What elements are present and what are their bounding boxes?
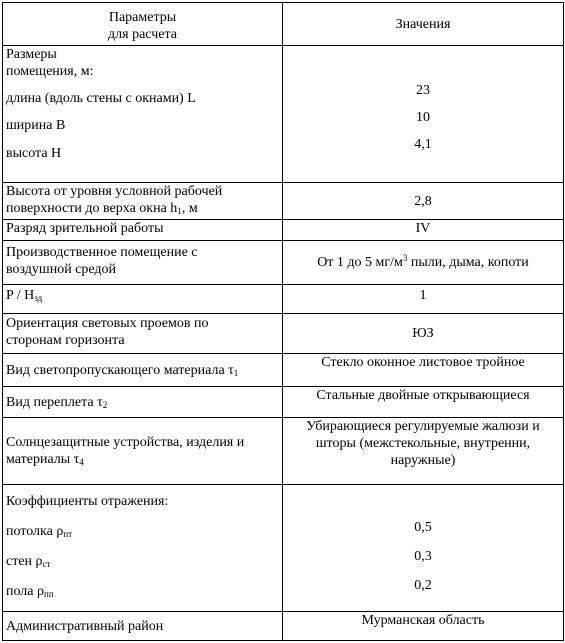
visual-grade-value: IV (283, 220, 564, 241)
room-label-line1: Размеры (6, 47, 57, 62)
sun-line1: Солнцезащитные устройства, изделия и (6, 435, 245, 450)
work-height-value: 2,8 (283, 183, 564, 220)
region-label: Административный район (3, 612, 283, 641)
reflect-ceiling-label: потолка $\rho_{пт}$ (6, 524, 73, 539)
row-region (3, 612, 564, 641)
row-reflection (3, 485, 564, 612)
orientation-value: ЮЗ (283, 314, 564, 354)
reflect-wall-label: стен $\rho_{ст}$ (6, 554, 51, 569)
production-value: От 1 до 5 $мг/м^3$ пыли, дыма, копоти (283, 241, 564, 285)
row-sun-protection (3, 418, 564, 485)
glass-value: Стекло оконное листовое тройное (283, 354, 564, 387)
reflect-ceiling-value: 0,5 (414, 520, 432, 535)
header-values: Значения (283, 3, 564, 46)
reflect-floor-value: 0,2 (414, 578, 432, 593)
room-length-label: длина (вдоль стены с окнами) L (6, 91, 196, 106)
room-width-label: ширина B (6, 118, 66, 133)
production-line2: воздушной средой (6, 262, 117, 277)
room-height-label: высота H (6, 146, 62, 161)
row-room-dimensions (3, 46, 564, 183)
frame-value: Стальные двойные открывающиеся (283, 387, 564, 418)
sun-value-line3: наружные) (390, 453, 456, 468)
reflect-floor-label: пола $\rho_{пп}$ (6, 584, 54, 599)
table-header-row (3, 3, 564, 46)
work-height-line1: Высота от уровня условной рабочей (6, 184, 223, 199)
orientation-line2: сторонам горизонта (6, 333, 125, 348)
row-frame (3, 387, 564, 418)
row-orientation (3, 314, 564, 354)
header-param-line2: для расчета (108, 27, 177, 42)
ratio-value: 1 (283, 285, 564, 314)
room-length-value: 23 (416, 83, 430, 98)
ratio-label: P / $H_{зд}$ (3, 285, 283, 314)
parameters-table (2, 2, 564, 641)
glass-label: Вид светопропускающего материала $\tau_1$ (3, 354, 283, 387)
row-production (3, 241, 564, 285)
header-parameters (3, 3, 283, 46)
sun-line2: материалы $\tau_4$ (6, 452, 84, 467)
sun-value-line2: шторы (межстекольные, внутренни, (315, 436, 531, 451)
sun-value-line1: Убирающиеся регулируемые жалюзи и (306, 419, 540, 434)
reflect-wall-value: 0,3 (414, 549, 432, 564)
reflect-title: Коэффициенты отражения: (6, 494, 169, 509)
orientation-line1: Ориентация световых проемов по (6, 316, 209, 331)
production-line1: Производственное помещение с (6, 245, 198, 260)
row-work-height (3, 183, 564, 220)
header-param-line1: Параметры (108, 10, 177, 25)
frame-label: Вид переплета $\tau_2$ (3, 387, 283, 418)
room-height-value: 4,1 (414, 137, 432, 152)
row-glass (3, 354, 564, 387)
row-ratio (3, 285, 564, 314)
room-width-value: 10 (416, 110, 430, 125)
region-value: Мурманская область (283, 612, 564, 641)
room-label-line2: помещения, м: (6, 64, 94, 79)
visual-grade-label: Разряд зрительной работы (3, 220, 283, 241)
row-visual-grade (3, 220, 564, 241)
work-height-line2: поверхности до верха окна $h_1$, м (6, 201, 198, 216)
